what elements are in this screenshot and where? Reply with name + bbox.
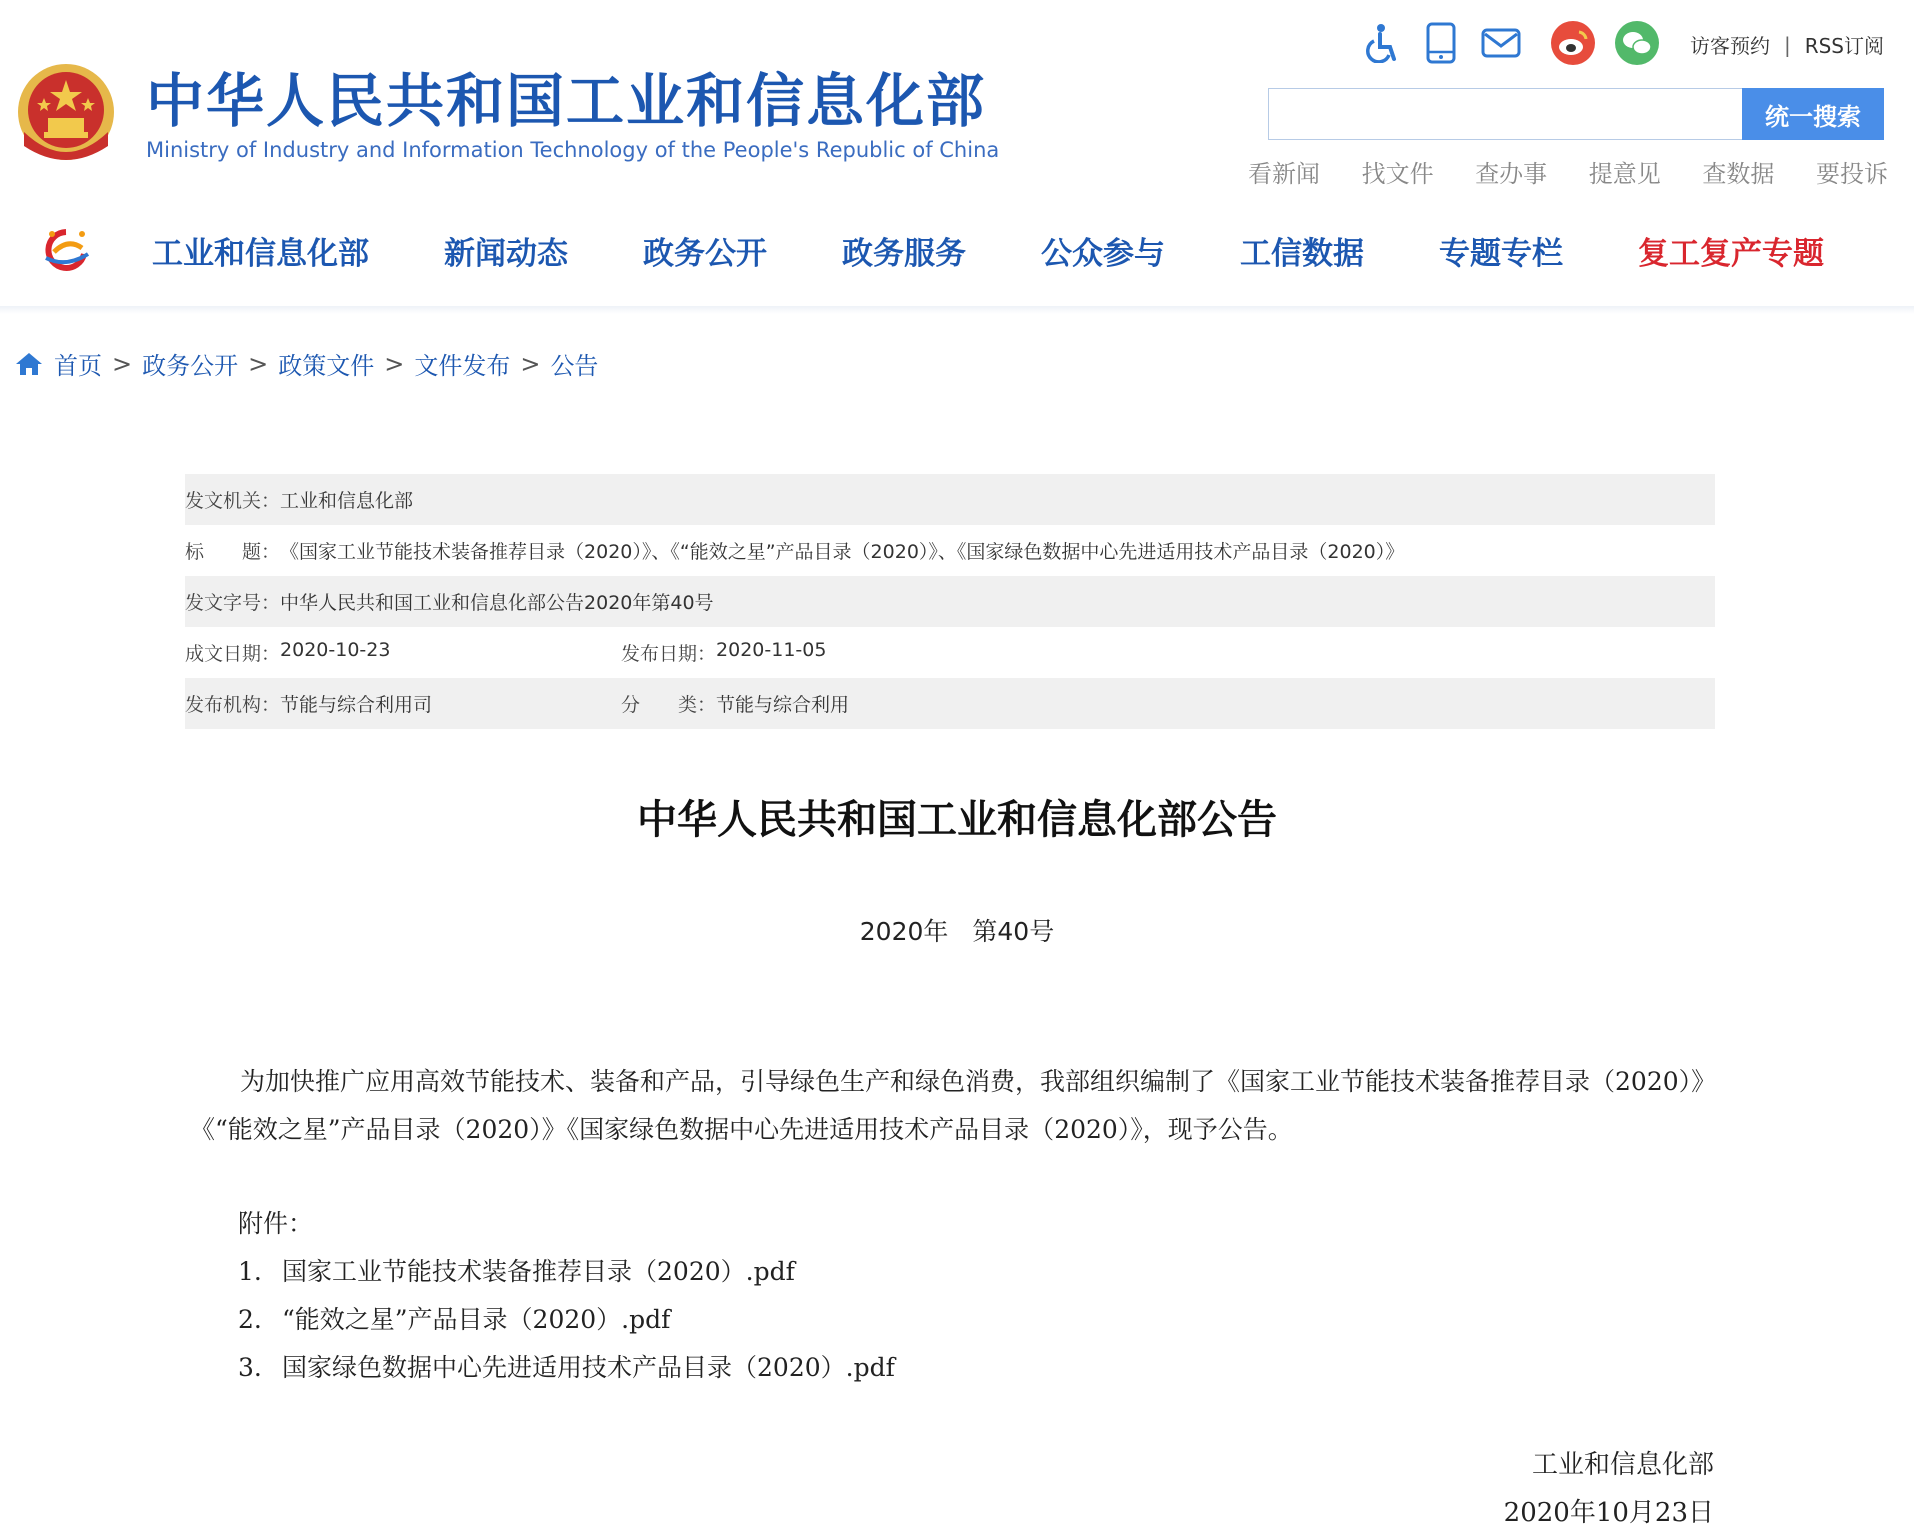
document-title: 中华人民共和国工业和信息化部公告: [637, 797, 1277, 843]
wechat-icon[interactable]: [1614, 20, 1660, 66]
attachment-number: 1.: [238, 1257, 262, 1286]
visit-appointment-link[interactable]: 访客预约: [1689, 34, 1770, 58]
meta-row-doc-number: [185, 576, 1715, 627]
issuer-value: 工业和信息化部: [280, 490, 414, 512]
nav-item-public-participation[interactable]: 公众参与: [1041, 235, 1165, 272]
meta-row-org: [185, 678, 1715, 729]
national-emblem-icon: [14, 62, 118, 168]
document-year: 2020年: [859, 917, 949, 946]
attachment-number: 2.: [238, 1305, 262, 1334]
breadcrumb-policy-files[interactable]: 政策文件: [278, 352, 375, 380]
nav-item-miit-data[interactable]: 工信数据: [1240, 235, 1364, 272]
org-value: 节能与综合利用司: [280, 694, 433, 716]
link-separator: |: [1783, 32, 1791, 57]
created-date-value: 2020-10-23: [280, 639, 391, 661]
document-body: 为加快推广应用高效节能技术、装备和产品，引导绿色生产和绿色消费，我部组织编制了《国家工业节能技术装备推荐目录（2020）》《“能效之星”产品目录（2020）》《国家绿色数据中心先进适用技术产品目录（2020）》，现予公告。: [190, 1067, 1717, 1144]
main-nav: [152, 226, 1824, 274]
published-date-label: 发布日期：: [621, 643, 717, 665]
ministry-logo-icon[interactable]: [38, 224, 94, 274]
breadcrumb-separator: >: [384, 349, 405, 378]
category-value: 节能与综合利用: [716, 694, 850, 716]
signature-org: 工业和信息化部: [1531, 1450, 1714, 1480]
category-label: 分 类：: [621, 694, 717, 716]
search-button[interactable]: 统一搜索: [1742, 88, 1884, 140]
issuer-label: 发文机关：: [185, 490, 281, 512]
weibo-icon[interactable]: [1550, 20, 1596, 66]
published-date-value: 2020-11-05: [716, 639, 827, 661]
nav-item-resumption-topic[interactable]: 复工复产专题: [1638, 235, 1824, 272]
meta-row-dates: [185, 627, 1715, 678]
attachments-label: 附件：: [238, 1209, 314, 1238]
quick-links: [1248, 154, 1888, 189]
breadcrumb-separator: >: [112, 349, 133, 378]
attachment-link[interactable]: [238, 1300, 670, 1336]
nav-item-special-topics[interactable]: 专题专栏: [1439, 235, 1563, 272]
quick-link-complaints[interactable]: 要投诉: [1815, 160, 1888, 188]
breadcrumb-government-affairs[interactable]: 政务公开: [142, 352, 239, 380]
document-meta-table: [185, 474, 1715, 729]
meta-row-issuer: [185, 474, 1715, 525]
doc-number-label: 发文字号：: [185, 592, 281, 614]
site-subtitle: Ministry of Industry and Information Technology of the People's Republic of China: [146, 138, 1000, 162]
attachment-name[interactable]: 国家绿色数据中心先进适用技术产品目录（2020）.pdf: [282, 1353, 895, 1382]
breadcrumb-announcement[interactable]: 公告: [550, 352, 599, 380]
breadcrumb-home[interactable]: 首页: [54, 352, 102, 380]
title-value: 《国家工业节能技术装备推荐目录（2020）》、《“能效之星”产品目录（2020）》、《国家绿色数据中心先进适用技术产品目录（2020）》: [280, 541, 1405, 563]
quick-link-files[interactable]: 找文件: [1361, 160, 1434, 188]
meta-row-title: [185, 525, 1715, 576]
quick-link-news[interactable]: 看新闻: [1248, 160, 1320, 188]
nav-item-news[interactable]: 新闻动态: [444, 235, 568, 272]
nav-item-government-services[interactable]: 政务服务: [842, 235, 966, 272]
top-links: [1690, 30, 1884, 59]
title-label: 标 题：: [185, 541, 281, 563]
breadcrumb-separator: >: [520, 349, 541, 378]
nav-item-government-affairs[interactable]: 政务公开: [643, 235, 767, 272]
attachment-number: 3.: [238, 1353, 262, 1382]
quick-link-feedback[interactable]: 提意见: [1588, 160, 1661, 188]
attachment-name[interactable]: 国家工业节能技术装备推荐目录（2020）.pdf: [282, 1257, 795, 1286]
rss-link[interactable]: RSS订阅: [1804, 34, 1884, 58]
mail-icon[interactable]: [1478, 20, 1524, 66]
created-date-label: 成文日期：: [185, 643, 281, 665]
site-title: 中华人民共和国工业和信息化部: [146, 67, 987, 135]
search-input[interactable]: [1268, 88, 1742, 140]
org-label: 发布机构：: [185, 694, 281, 716]
signature-date: 2020年10月23日: [1503, 1498, 1714, 1528]
accessibility-icon[interactable]: [1358, 20, 1404, 66]
breadcrumb-file-release[interactable]: 文件发布: [414, 352, 511, 380]
doc-number-value: 中华人民共和国工业和信息化部公告2020年第40号: [280, 592, 714, 614]
breadcrumb-separator: >: [248, 349, 269, 378]
nav-item-ministry[interactable]: 工业和信息化部: [152, 235, 369, 272]
mobile-icon[interactable]: [1418, 20, 1464, 66]
quick-link-data[interactable]: 查数据: [1702, 160, 1775, 188]
attachment-link[interactable]: [238, 1348, 895, 1384]
document-issue-number: 第40号: [972, 917, 1055, 946]
document-number: [0, 912, 1914, 948]
breadcrumb: [14, 346, 598, 381]
attachment-name[interactable]: “能效之星”产品目录（2020）.pdf: [282, 1305, 671, 1334]
home-icon[interactable]: [14, 351, 44, 377]
attachment-link[interactable]: [238, 1252, 795, 1288]
quick-link-services[interactable]: 查办事: [1475, 160, 1548, 188]
nav-divider: [0, 306, 1914, 314]
